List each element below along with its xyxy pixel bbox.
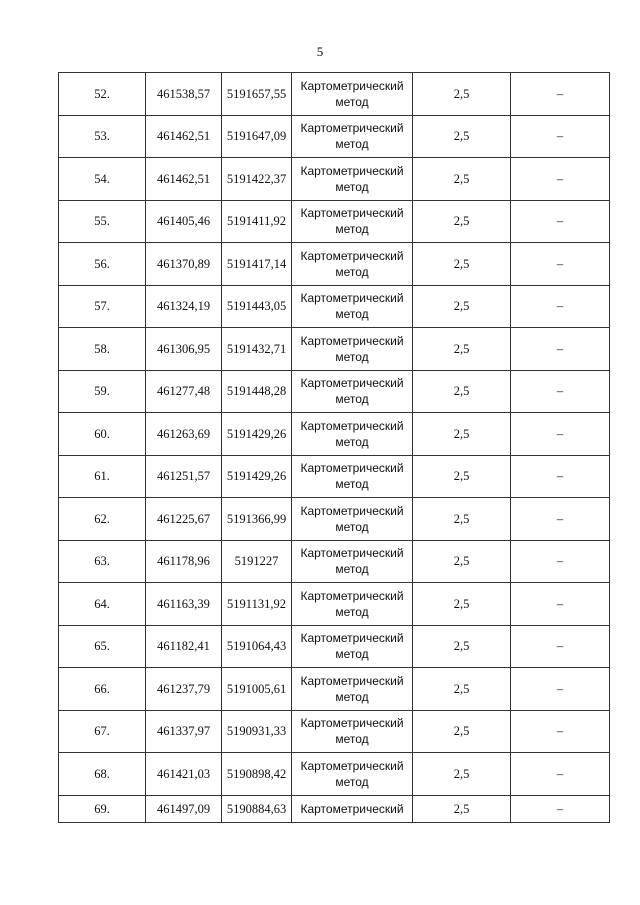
table-row	[59, 795, 610, 822]
coordinate-x: 461538,57	[146, 73, 222, 116]
coordinate-x: 461306,95	[146, 328, 222, 371]
point-number: 61.	[59, 455, 146, 498]
point-number: 58.	[59, 328, 146, 371]
accuracy: 2,5	[413, 413, 511, 456]
method-cell	[292, 540, 413, 583]
method-line-1: Картометрический	[300, 248, 404, 263]
method-line-1: Картометрический	[300, 333, 404, 348]
table-row	[59, 285, 610, 328]
point-number: 55.	[59, 200, 146, 243]
accuracy: 2,5	[413, 668, 511, 711]
method-line-1: Картометрический	[300, 758, 404, 773]
point-number: 67.	[59, 710, 146, 753]
table-row	[59, 625, 610, 668]
table-row	[59, 243, 610, 286]
method-line-2: метод	[335, 222, 369, 237]
accuracy: 2,5	[413, 73, 511, 116]
accuracy: 2,5	[413, 115, 511, 158]
coordinate-x: 461237,79	[146, 668, 222, 711]
point-number: 54.	[59, 158, 146, 201]
method-cell	[292, 625, 413, 668]
coordinate-y: 5190931,33	[222, 710, 292, 753]
table-row	[59, 498, 610, 541]
coordinate-y: 5191422,37	[222, 158, 292, 201]
coordinate-y: 5191657,55	[222, 73, 292, 116]
point-number: 52.	[59, 73, 146, 116]
table-row	[59, 710, 610, 753]
method-line-2: метод	[335, 774, 369, 789]
coordinate-y: 5191429,26	[222, 413, 292, 456]
coordinates-table	[58, 72, 610, 823]
table-row	[59, 370, 610, 413]
method-line-1: Картометрический	[300, 588, 404, 603]
coordinate-x: 461421,03	[146, 753, 222, 796]
coordinate-x: 461178,96	[146, 540, 222, 583]
note: –	[511, 710, 610, 753]
coordinate-x: 461277,48	[146, 370, 222, 413]
method-line-1: Картометрический	[300, 801, 404, 816]
accuracy: 2,5	[413, 455, 511, 498]
method-line-1: Картометрический	[300, 716, 404, 731]
accuracy: 2,5	[413, 498, 511, 541]
coordinate-y: 5191227	[222, 540, 292, 583]
coordinate-y: 5191005,61	[222, 668, 292, 711]
method-cell	[292, 73, 413, 116]
note: –	[511, 625, 610, 668]
method-line-2: метод	[335, 562, 369, 577]
method-line-2: метод	[335, 137, 369, 152]
method-line-1: Картометрический	[300, 291, 404, 306]
table-row	[59, 158, 610, 201]
coordinate-y: 5191064,43	[222, 625, 292, 668]
note: –	[511, 73, 610, 116]
method-cell	[292, 115, 413, 158]
method-line-1: Картометрический	[300, 418, 404, 433]
method-cell	[292, 710, 413, 753]
method-line-1: Картометрический	[300, 546, 404, 561]
coordinate-y: 5191429,26	[222, 455, 292, 498]
method-line-2: метод	[335, 519, 369, 534]
note: –	[511, 795, 610, 822]
note: –	[511, 158, 610, 201]
method-line-2: метод	[335, 647, 369, 662]
accuracy: 2,5	[413, 200, 511, 243]
accuracy: 2,5	[413, 753, 511, 796]
table-row	[59, 753, 610, 796]
note: –	[511, 285, 610, 328]
method-line-2: метод	[335, 434, 369, 449]
table-row	[59, 328, 610, 371]
point-number: 53.	[59, 115, 146, 158]
method-line-2: метод	[335, 689, 369, 704]
point-number: 62.	[59, 498, 146, 541]
coordinate-x: 461462,51	[146, 115, 222, 158]
coordinate-x: 461497,09	[146, 795, 222, 822]
coordinate-x: 461324,19	[146, 285, 222, 328]
method-line-1: Картометрический	[300, 206, 404, 221]
accuracy: 2,5	[413, 583, 511, 626]
method-line-1: Картометрический	[300, 78, 404, 93]
coordinate-x: 461405,46	[146, 200, 222, 243]
coordinate-x: 461462,51	[146, 158, 222, 201]
coordinate-y: 5191366,99	[222, 498, 292, 541]
accuracy: 2,5	[413, 328, 511, 371]
method-cell	[292, 370, 413, 413]
note: –	[511, 370, 610, 413]
method-cell	[292, 328, 413, 371]
table-row	[59, 455, 610, 498]
coordinate-y: 5191417,14	[222, 243, 292, 286]
note: –	[511, 540, 610, 583]
coordinate-x: 461370,89	[146, 243, 222, 286]
method-cell	[292, 498, 413, 541]
note: –	[511, 668, 610, 711]
coordinate-x: 461251,57	[146, 455, 222, 498]
coordinate-y: 5191411,92	[222, 200, 292, 243]
method-line-1: Картометрический	[300, 163, 404, 178]
method-cell	[292, 668, 413, 711]
note: –	[511, 753, 610, 796]
accuracy: 2,5	[413, 795, 511, 822]
note: –	[511, 455, 610, 498]
method-cell	[292, 795, 413, 822]
note: –	[511, 498, 610, 541]
table-row	[59, 73, 610, 116]
method-line-1: Картометрический	[300, 461, 404, 476]
accuracy: 2,5	[413, 370, 511, 413]
point-number: 66.	[59, 668, 146, 711]
note: –	[511, 413, 610, 456]
method-line-2: метод	[335, 307, 369, 322]
note: –	[511, 115, 610, 158]
accuracy: 2,5	[413, 158, 511, 201]
method-line-2: метод	[335, 392, 369, 407]
note: –	[511, 200, 610, 243]
table-row	[59, 200, 610, 243]
coordinate-y: 5190898,42	[222, 753, 292, 796]
table-row	[59, 540, 610, 583]
coordinate-x: 461337,97	[146, 710, 222, 753]
point-number: 56.	[59, 243, 146, 286]
note: –	[511, 328, 610, 371]
coordinate-y: 5191443,05	[222, 285, 292, 328]
point-number: 68.	[59, 753, 146, 796]
point-number: 69.	[59, 795, 146, 822]
method-cell	[292, 243, 413, 286]
point-number: 60.	[59, 413, 146, 456]
note: –	[511, 243, 610, 286]
table-row	[59, 413, 610, 456]
method-line-2: метод	[335, 264, 369, 279]
method-line-2: метод	[335, 477, 369, 492]
method-cell	[292, 200, 413, 243]
accuracy: 2,5	[413, 625, 511, 668]
coordinate-y: 5191432,71	[222, 328, 292, 371]
method-line-1: Картометрический	[300, 376, 404, 391]
accuracy: 2,5	[413, 285, 511, 328]
table-row	[59, 668, 610, 711]
method-line-2: метод	[335, 179, 369, 194]
method-cell	[292, 455, 413, 498]
table-row	[59, 583, 610, 626]
method-line-1: Картометрический	[300, 673, 404, 688]
coordinate-y: 5190884,63	[222, 795, 292, 822]
page-number: 5	[316, 44, 324, 59]
point-number: 57.	[59, 285, 146, 328]
method-line-1: Картометрический	[300, 503, 404, 518]
method-line-2: метод	[335, 349, 369, 364]
coordinate-x: 461182,41	[146, 625, 222, 668]
table-body	[59, 73, 610, 823]
method-line-2: метод	[335, 94, 369, 109]
method-cell	[292, 285, 413, 328]
method-cell	[292, 413, 413, 456]
method-cell	[292, 753, 413, 796]
coordinate-x: 461163,39	[146, 583, 222, 626]
point-number: 65.	[59, 625, 146, 668]
method-line-1: Картометрический	[300, 631, 404, 646]
accuracy: 2,5	[413, 540, 511, 583]
method-cell	[292, 583, 413, 626]
method-line-1: Картометрический	[300, 121, 404, 136]
point-number: 63.	[59, 540, 146, 583]
table-row	[59, 115, 610, 158]
accuracy: 2,5	[413, 243, 511, 286]
coordinate-y: 5191647,09	[222, 115, 292, 158]
point-number: 59.	[59, 370, 146, 413]
method-line-2: метод	[335, 732, 369, 747]
coordinate-x: 461225,67	[146, 498, 222, 541]
coordinate-y: 5191448,28	[222, 370, 292, 413]
method-line-2: метод	[335, 604, 369, 619]
method-cell	[292, 158, 413, 201]
accuracy: 2,5	[413, 710, 511, 753]
note: –	[511, 583, 610, 626]
coordinate-y: 5191131,92	[222, 583, 292, 626]
coordinate-x: 461263,69	[146, 413, 222, 456]
point-number: 64.	[59, 583, 146, 626]
